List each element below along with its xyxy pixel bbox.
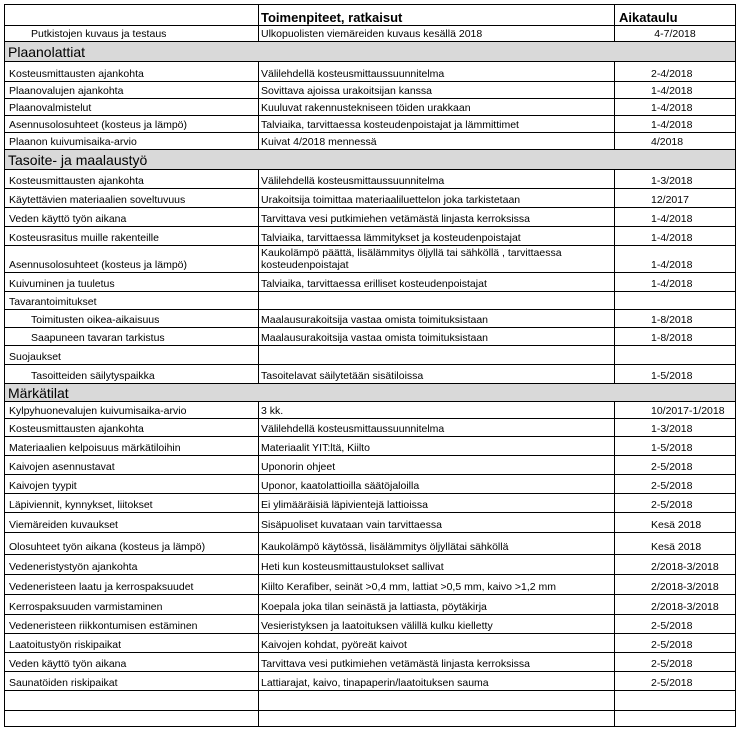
item-cell: Kuivuminen ja tuuletus [4, 273, 258, 292]
measures-cell: Välilehdellä kosteusmittaussuunnitelma [258, 419, 614, 437]
measures-cell [258, 346, 614, 365]
schedule-cell [614, 346, 736, 365]
table-row [4, 672, 736, 691]
measures-cell: Heti kun kosteusmittaustulokset sallivat [258, 555, 614, 575]
measures-cell [258, 691, 614, 711]
item-cell: Kosteusmittausten ajankohta [4, 62, 258, 82]
measures-cell: Sovittava ajoissa urakoitsijan kanssa [258, 82, 614, 99]
table-row [4, 711, 736, 727]
table-row [4, 456, 736, 475]
schedule-cell [614, 711, 736, 727]
table-row [4, 653, 736, 672]
measures-cell: Maalausurakoitsija vastaa omista toimituksistaan [258, 328, 614, 346]
item-cell: Tasoitteiden säilytyspaikka [4, 365, 258, 384]
schedule-cell: 1-3/2018 [614, 419, 736, 437]
item-cell: Vedeneristystyön ajankohta [4, 555, 258, 575]
schedule-cell: 12/2017 [614, 189, 736, 208]
item-cell: Kaivojen tyypit [4, 475, 258, 494]
schedule-cell: 1-4/2018 [614, 273, 736, 292]
schedule-cell: 2/2018-3/2018 [614, 555, 736, 575]
header-col-item [4, 5, 258, 26]
table-row [4, 328, 736, 346]
schedule-cell: 10/2017-1/2018 [614, 402, 736, 419]
schedule-cell: 2-5/2018 [614, 494, 736, 513]
item-cell [4, 711, 258, 727]
measures-cell: Välilehdellä kosteusmittaussuunnitelma [258, 62, 614, 82]
schedule-cell [614, 292, 736, 310]
item-cell: Kylpyhuonevalujen kuivumisaika-arvio [4, 402, 258, 419]
schedule-cell: 2/2018-3/2018 [614, 595, 736, 615]
table-row [4, 116, 736, 133]
section-row [4, 42, 736, 62]
measures-cell: Kuuluvat rakennustekniseen töiden urakkaan [258, 99, 614, 116]
table-row [4, 26, 736, 42]
item-cell: Putkistojen kuvaus ja testaus [4, 26, 258, 42]
measures-cell: Kiilto Kerafiber, seinät >0,4 mm, lattiat >0,5 mm, kaivo >1,2 mm [258, 575, 614, 595]
schedule-cell: 2-5/2018 [614, 672, 736, 691]
item-cell: Laatoitustyön riskipaikat [4, 634, 258, 653]
item-cell: Vedeneristeen laatu ja kerrospaksuudet [4, 575, 258, 595]
schedule-cell: 2-5/2018 [614, 634, 736, 653]
item-cell: Plaanon kuivumisaika-arvio [4, 133, 258, 150]
table-row [4, 133, 736, 150]
item-cell: Saapuneen tavaran tarkistus [4, 328, 258, 346]
table-row [4, 575, 736, 595]
schedule-cell: 1-4/2018 [614, 208, 736, 227]
measures-cell: Välilehdellä kosteusmittaussuunnitelma [258, 170, 614, 189]
table-header-row [4, 4, 736, 26]
measures-cell: Tasoitelavat säilytetään sisätiloissa [258, 365, 614, 384]
item-cell: Kaivojen asennustavat [4, 456, 258, 475]
table-row [4, 615, 736, 634]
table-row [4, 273, 736, 292]
measures-cell: Talviaika, tarvittaessa erilliset kosteudenpoistajat [258, 273, 614, 292]
item-cell: Kosteusrasitus muille rakenteille [4, 227, 258, 246]
schedule-cell [614, 691, 736, 711]
schedule-cell: 2-5/2018 [614, 475, 736, 494]
schedule-cell: 4-7/2018 [614, 26, 736, 42]
measures-cell: Uponorin ohjeet [258, 456, 614, 475]
table-row [4, 246, 736, 273]
measures-cell: Vesieristyksen ja laatoituksen välillä kulku kielletty [258, 615, 614, 634]
schedule-cell: 2-4/2018 [614, 62, 736, 82]
spreadsheet-table [4, 4, 736, 727]
section-row [4, 150, 736, 170]
item-cell: Kosteusmittausten ajankohta [4, 170, 258, 189]
item-cell: Plaanovalmistelut [4, 99, 258, 116]
item-cell: Asennusolosuhteet (kosteus ja lämpö) [4, 116, 258, 133]
measures-cell: Talviaika, tarvittaessa kosteudenpoistajat ja lämmittimet [258, 116, 614, 133]
measures-cell: Lattiarajat, kaivo, tinapaperin/laatoituksen sauma [258, 672, 614, 691]
item-cell: Saunatöiden riskipaikat [4, 672, 258, 691]
schedule-cell: Kesä 2018 [614, 513, 736, 533]
schedule-cell: 1-4/2018 [614, 82, 736, 99]
schedule-cell: Kesä 2018 [614, 533, 736, 555]
item-cell: Plaanovalujen ajankohta [4, 82, 258, 99]
schedule-cell: 1-8/2018 [614, 310, 736, 328]
measures-cell: Tarvittava vesi putkimiehen vetämästä linjasta kerroksissa [258, 208, 614, 227]
measures-cell: Ulkopuolisten viemäreiden kuvaus kesällä 2018 [258, 26, 614, 42]
item-cell: Tavarantoimitukset [4, 292, 258, 310]
schedule-cell: 1-3/2018 [614, 170, 736, 189]
table-row [4, 189, 736, 208]
measures-cell: Ei ylimääräisiä läpivientejä lattioissa [258, 494, 614, 513]
item-cell: Kosteusmittausten ajankohta [4, 419, 258, 437]
item-cell: Materiaalien kelpoisuus märkätiloihin [4, 437, 258, 456]
item-cell: Suojaukset [4, 346, 258, 365]
section-title: Märkätilat [4, 384, 736, 402]
measures-cell: Kaukolämpö käytössä, lisälämmitys öljyllätai sähköllä [258, 533, 614, 555]
table-row [4, 62, 736, 82]
item-cell: Olosuhteet työn aikana (kosteus ja lämpö) [4, 533, 258, 555]
item-cell: Läpiviennit, kynnykset, liitokset [4, 494, 258, 513]
table-row [4, 292, 736, 310]
item-cell: Viemäreiden kuvaukset [4, 513, 258, 533]
table-row [4, 365, 736, 384]
item-cell: Toimitusten oikea-aikaisuus [4, 310, 258, 328]
table-row [4, 208, 736, 227]
schedule-cell: 1-4/2018 [614, 99, 736, 116]
table-row [4, 555, 736, 575]
measures-cell: Uponor, kaatolattioilla säätöjaloilla [258, 475, 614, 494]
schedule-cell: 1-4/2018 [614, 227, 736, 246]
table-row [4, 82, 736, 99]
table-row [4, 346, 736, 365]
measures-cell: Urakoitsija toimittaa materiaaliluettelon joka tarkistetaan [258, 189, 614, 208]
measures-cell: Maalausurakoitsija vastaa omista toimituksistaan [258, 310, 614, 328]
schedule-cell: 2/2018-3/2018 [614, 575, 736, 595]
measures-cell: Kaukolämpö päättä, lisälämmitys öljyllä tai sähköllä , tarvittaessa kosteudenpoistajat [258, 246, 614, 273]
item-cell: Asennusolosuhteet (kosteus ja lämpö) [4, 246, 258, 273]
measures-cell: Koepala joka tilan seinästä ja lattiasta, pöytäkirja [258, 595, 614, 615]
schedule-cell: 1-8/2018 [614, 328, 736, 346]
measures-cell: 3 kk. [258, 402, 614, 419]
table-row [4, 691, 736, 711]
schedule-cell: 2-5/2018 [614, 456, 736, 475]
section-title: Tasoite- ja maalaustyö [4, 150, 736, 170]
item-cell: Veden käyttö työn aikana [4, 208, 258, 227]
table-row [4, 402, 736, 419]
schedule-cell: 2-5/2018 [614, 653, 736, 672]
measures-cell: Materiaalit YIT:ltä, Kiilto [258, 437, 614, 456]
measures-cell: Tarvittava vesi putkimiehen vetämästä linjasta kerroksissa [258, 653, 614, 672]
measures-cell: Kaivojen kohdat, pyöreät kaivot [258, 634, 614, 653]
item-cell: Veden käyttö työn aikana [4, 653, 258, 672]
schedule-cell: 2-5/2018 [614, 615, 736, 634]
schedule-cell: 1-4/2018 [614, 116, 736, 133]
measures-cell: Talviaika, tarvittaessa lämmitykset ja kosteudenpoistajat [258, 227, 614, 246]
table-row [4, 419, 736, 437]
measures-cell: Kuivat 4/2018 mennessä [258, 133, 614, 150]
measures-cell [258, 292, 614, 310]
table-row [4, 595, 736, 615]
schedule-cell: 1-5/2018 [614, 437, 736, 456]
item-cell: Kerrospaksuuden varmistaminen [4, 595, 258, 615]
schedule-cell: 1-4/2018 [614, 246, 736, 273]
measures-cell: Sisäpuoliset kuvataan vain tarvittaessa [258, 513, 614, 533]
header-col-measures: Toimenpiteet, ratkaisut [258, 5, 614, 26]
measures-cell [258, 711, 614, 727]
table-row [4, 310, 736, 328]
item-cell: Käytettävien materiaalien soveltuvuus [4, 189, 258, 208]
section-title: Plaanolattiat [4, 42, 736, 62]
table-row [4, 494, 736, 513]
schedule-cell: 1-5/2018 [614, 365, 736, 384]
table-row [4, 513, 736, 533]
table-row [4, 227, 736, 246]
table-row [4, 634, 736, 653]
table-row [4, 437, 736, 456]
header-col-schedule: Aikataulu [614, 5, 736, 26]
item-cell: Vedeneristeen riikkontumisen estäminen [4, 615, 258, 634]
table-row [4, 475, 736, 494]
table-row [4, 533, 736, 555]
schedule-cell: 4/2018 [614, 133, 736, 150]
table-row [4, 99, 736, 116]
table-row [4, 170, 736, 189]
item-cell [4, 691, 258, 711]
section-row [4, 384, 736, 402]
